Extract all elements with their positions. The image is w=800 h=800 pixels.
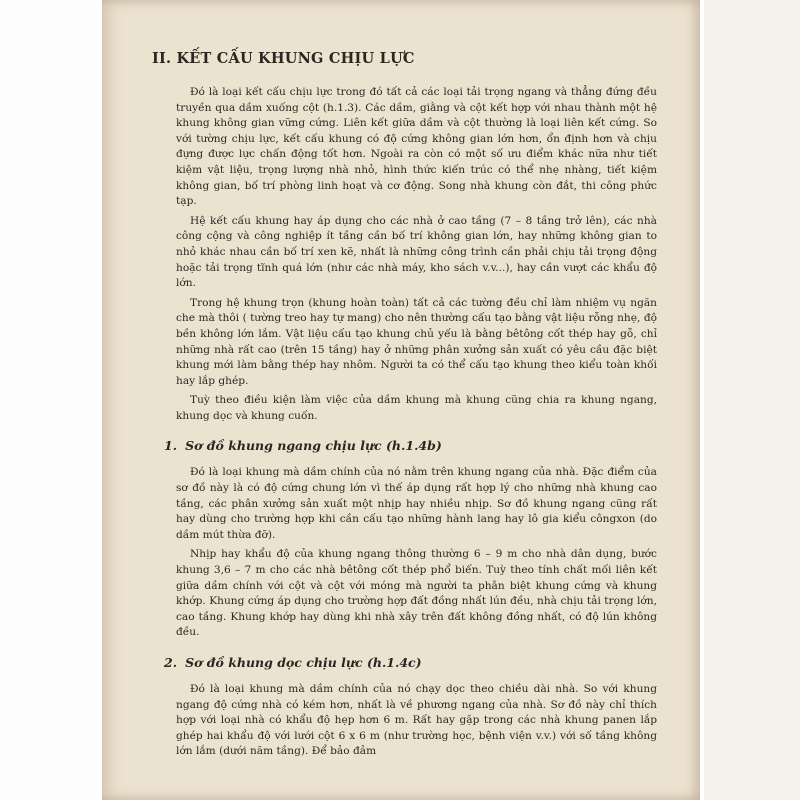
section-title: II. KẾT CẤU KHUNG CHỊU LỰC	[152, 50, 415, 67]
subsection-number: 1.	[164, 438, 178, 454]
paragraph: Đó là loại kết cấu chịu lực trong đó tất cả các loại tải trọng ngang và thẳng đứng đều truyền qua dầm xuống cột (h.1.3). Các dầm, giằng và cột kết hợp với nhau thành một hệ khung không gian vững cứng. Liên kết giữa dầm và cột thường là loại liên kết cứng. So với tường chịu lực, kết cấu khung có độ cứng không gian lớn hơn, ổn định hơn và chịu đựng được lực chấn động tốt hơn. Ngoài ra còn có một số ưu điểm khác nữa như tiết kiệm vật liệu, trọng lượng nhà nhỏ, hình thức kiến trúc có thể nhẹ nhàng, tiết kiệm không gian, bố trí phòng linh hoạt và cơ động. Song nhà khung còn đắt, thi công phức tạp.	[176, 86, 657, 208]
background-right	[704, 0, 800, 800]
background-left	[0, 0, 96, 800]
paragraph: Hệ kết cấu khung hay áp dụng cho các nhà ở cao tầng (7 – 8 tầng trở lên), các nhà công cộng và công nghiệp ít tầng cần bố trí không gian lớn, hay những không gian to nhỏ khác nhau cần bố trí xen kẽ, nhất là những công trình cần phải chịu tải trọng động hoặc tải trọng tĩnh quá lớn (như các nhà máy, kho sách v.v...), hay cần vượt các khẩu độ lớn.	[176, 214, 657, 290]
section-body	[176, 85, 657, 424]
page-content	[152, 50, 657, 764]
paragraph: Tuỳ theo điều kiện làm việc của dầm khung mà khung cũng chia ra khung ngang, khung dọc và khung cuốn.	[176, 394, 657, 422]
subsection-body	[176, 465, 657, 641]
subsection-title: Sơ đồ khung dọc chịu lực (h.1.4c)	[185, 655, 422, 670]
subsection-number: 2.	[164, 655, 178, 670]
paragraph: Đó là loại khung mà dầm chính của nó chạy dọc theo chiều dài nhà. So với khung ngang độ cứng nhà có kém hơn, nhất là về phương ngang của nhà. Sơ đồ này chỉ thích hợp với loại nhà có khẩu độ hẹp hơn 6 m. Rất hay gặp trong các nhà khung panen lắp ghép hai khẩu độ với lưới cột 6 x 6 m (như trường học, bệnh viện v.v.) với số tầng không lớn lắm (dưới năm tầng). Để bảo đảm	[176, 683, 657, 758]
book-page	[102, 0, 700, 800]
paragraph: Trong hệ khung trọn (khung hoàn toàn) tất cả các tường đều chỉ làm nhiệm vụ ngăn che mà thôi ( tường treo hay tự mang) cho nên thường cấu tạo bằng vật liệu rỗng nhẹ, độ bền không lớn lắm. Vật liệu cấu tạo khung chủ yếu là bằng bêtông cốt thép hay gỗ, chỉ những nhà rất cao (trên 15 tầng) hay ở những phân xưởng sản xuất có yêu cầu đặc biệt khung mới làm bằng thép hay nhôm. Người ta có thể cấu tạo khung theo kiểu toàn khối hay lắp ghép.	[176, 296, 657, 387]
subsection-body	[176, 682, 657, 760]
subsection-title: Sơ đồ khung ngang chịu lực (h.1.4b)	[185, 438, 442, 454]
paragraph: Đó là loại khung mà dầm chính của nó nằm trên khung ngang của nhà. Đặc điểm của sơ đồ này là có độ cứng chung lớn vì thế áp dụng rất hợp lý cho những nhà khung cao tầng, các phân xưởng sản xuất một nhịp hay nhiều nhịp. Sơ đồ khung ngang cũng rất hay dùng cho trường hợp khi cần cấu tạo những hành lang hay lô gia kiểu côngxon (do dầm mút thừa đỡ).	[176, 466, 657, 541]
subsection-heading	[164, 655, 657, 670]
paragraph: Nhịp hay khẩu độ của khung ngang thông thường 6 – 9 m cho nhà dân dụng, bước khung 3,6 – 7 m cho các nhà bêtông cốt thép phổ biến. Tuỳ theo tính chất mối liên kết giữa dầm chính với cột và cột với móng mà người ta phân biệt khung cứng và khung khớp. Khung cứng áp dụng cho trường hợp đất đồng nhất lún đều, nhà chịu tải trọng lớn, cao tầng. Khung khớp hay dùng khi nhà xây trên đất không đồng nhất, có độ lún không đều.	[176, 548, 657, 639]
subsection-heading	[164, 438, 657, 453]
